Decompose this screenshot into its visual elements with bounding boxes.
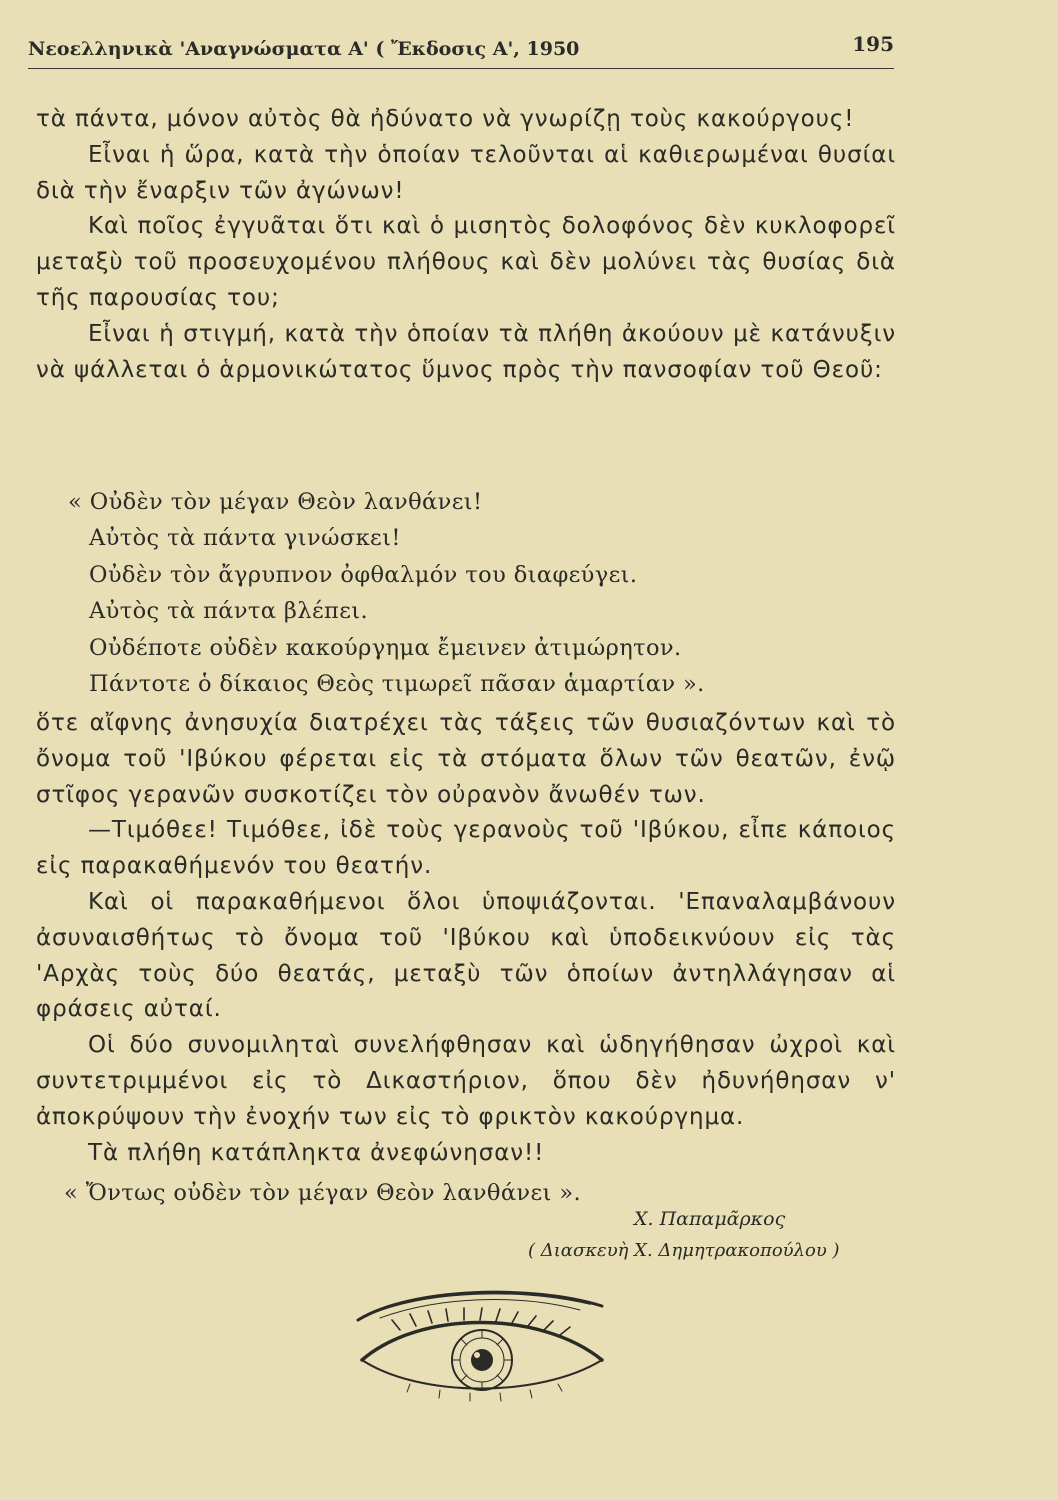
paragraph: ὅτε αἴφνης ἀνησυχία διατρέχει τὰς τάξεις τῶν θυσιαζόντων καὶ τὸ ὄνομα τοῦ 'Ιβύκου φέρεται εἰς τὰ στόματα ὅλων τῶν θεατῶν, ἐνῷ στῖφος γερανῶν συσκοτίζει τὸν οὐρανὸν ἄνωθέν των.: [36, 710, 896, 808]
paragraph: Οἱ δύο συνομιληταὶ συνελήφθησαν καὶ ὡδηγήθησαν ὠχροὶ καὶ συντετριμμένοι εἰς τὸ Δικαστήριον, ὅπου δὲν ἠδυνήθησαν ν' ἀποκρύψουν τὴν ἐνοχήν των εἰς τὸ φρικτὸν κακούργημα.: [36, 1032, 896, 1130]
paragraph: Τὰ πλήθη κατάπληκτα ἀνεφώνησαν!!: [88, 1139, 545, 1166]
page-number: 195: [852, 32, 894, 56]
hymn-line: Οὐδέποτε οὐδὲν κακούργημα ἔμεινεν ἀτιμώρητον.: [89, 634, 682, 661]
paragraph: —Τιμόθεε! Τιμόθεε, ἰδὲ τοὺς γερανοὺς τοῦ 'Ιβύκου, εἶπε κάποιος εἰς παρακαθήμενόν του θεατήν.: [36, 817, 896, 880]
book-title: Νεοελληνικὰ 'Αναγνώσματα Α' ( Ἔκδοσις Α', 1950: [28, 38, 580, 60]
hymn-line: Πάντοτε ὁ δίκαιος Θεὸς τιμωρεῖ πᾶσαν ἁμαρτίαν ».: [89, 671, 705, 698]
paragraph: Καὶ οἱ παρακαθήμενοι ὅλοι ὑποψιάζονται. 'Επαναλαμβάνουν ἀσυναισθήτως τὸ ὄνομα τοῦ 'Ιβύκου καὶ ὑποδεικνύουν εἰς τὰς 'Αρχὰς τοὺς δύο θεατάς, μεταξὺ τῶν ὁποίων ἀντηλλάγησαν αἱ φράσεις αὐταί.: [36, 888, 896, 1023]
body-text-top: [36, 102, 896, 388]
hymn: [68, 484, 828, 702]
author-signature: Χ. Παπαμᾶρκος: [634, 1208, 786, 1230]
hymn-line: « Οὐδὲν τὸν μέγαν Θεὸν λανθάνει!: [68, 489, 483, 515]
eye-icon: [340, 1280, 620, 1420]
closing-quote: « Ὄντως οὐδὲν τὸν μέγαν Θεὸν λανθάνει ».: [64, 1180, 582, 1206]
paragraph: τὰ πάντα, μόνον αὐτὸς θὰ ἠδύνατο νὰ γνωρίζῃ τοὺς κακούργους!: [36, 106, 855, 132]
paragraph: Εἶναι ἡ ὥρα, κατὰ τὴν ὁποίαν τελοῦνται αἱ καθιερωμέναι θυσίαι διὰ τὴν ἔναρξιν τῶν ἀγώνων!: [36, 141, 896, 204]
paragraph: Εἶναι ἡ στιγμή, κατὰ τὴν ὁποίαν τὰ πλήθη ἀκούουν μὲ κατάνυξιν νὰ ψάλλεται ὁ ἁρμονικώτατος ὕμνος πρὸς τὴν πανσοφίαν τοῦ Θεοῦ:: [36, 320, 896, 383]
hymn-line: Οὐδὲν τὸν ἄγρυπνον ὀφθαλμόν του διαφεύγει.: [89, 561, 638, 588]
hymn-line: Αὐτὸς τὰ πάντα γινώσκει!: [89, 525, 401, 552]
hymn-line: Αὐτὸς τὰ πάντα βλέπει.: [89, 598, 369, 625]
running-header: [28, 32, 894, 69]
paragraph: Καὶ ποῖος ἐγγυᾶται ὅτι καὶ ὁ μισητὸς δολοφόνος δὲν κυκλοφορεῖ μεταξὺ τοῦ προσευχομένου πλήθους καὶ δὲν μολύνει τὰς θυσίας διὰ τῆς παρουσίας του;: [36, 213, 896, 311]
body-text-bottom: [36, 706, 896, 1171]
adaptation-credit: ( Διασκευὴ Χ. Δημητρακοπούλου ): [528, 1240, 840, 1261]
